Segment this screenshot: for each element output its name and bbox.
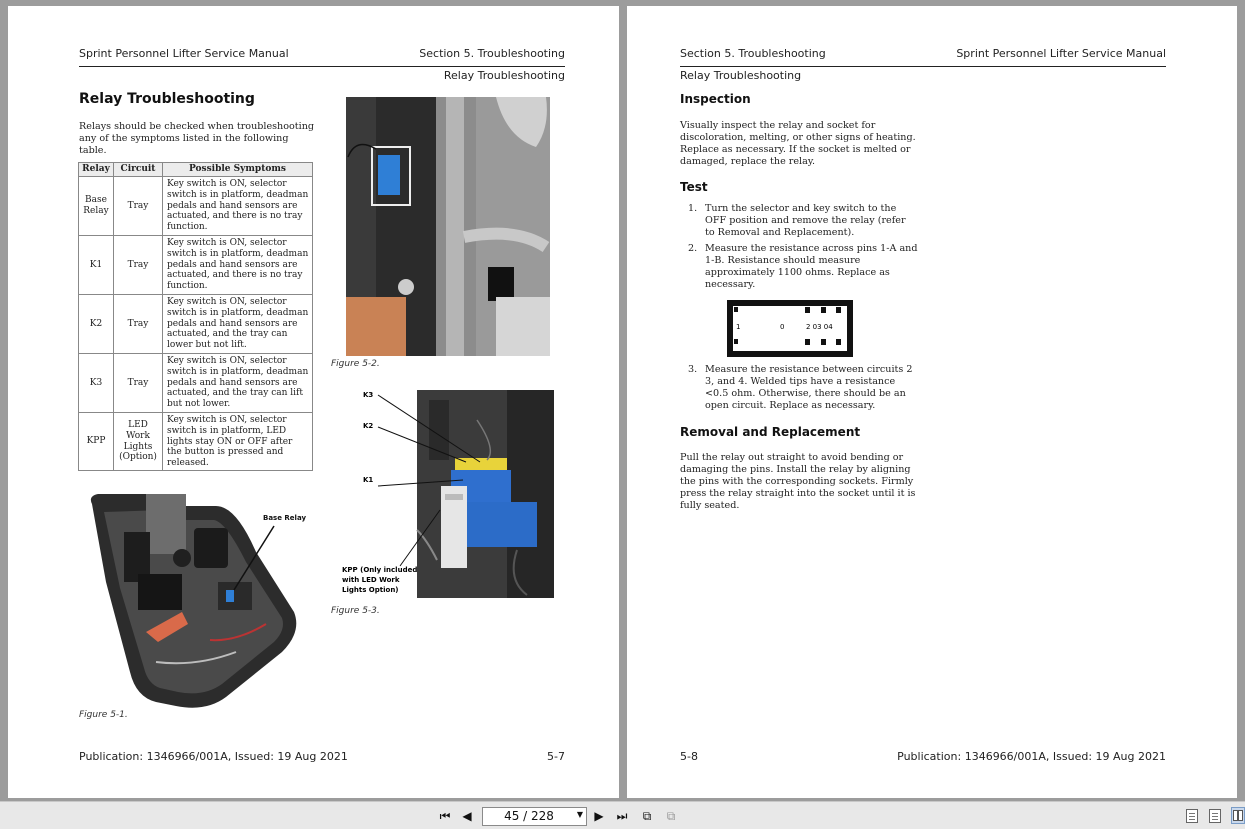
- col-header-circuit: Circuit: [114, 163, 163, 177]
- first-page-icon: ⏮: [439, 808, 451, 823]
- page-right: [627, 6, 1237, 798]
- symptoms-cell: Key switch is ON, selector switch is in platform, LED lights stay ON or OFF after the button is pressed and released.: [163, 413, 313, 471]
- go-back-button[interactable]: [639, 808, 655, 824]
- circuit-cell: LED Work Lights (Option): [114, 413, 163, 471]
- continuous-view-icon[interactable]: [1209, 809, 1221, 823]
- intro-text: Relays should be checked when troubleshooting any of the symptoms listed in the following table.: [79, 121, 315, 156]
- page-indicator: 45 / 228: [504, 809, 554, 823]
- step-number: 1.: [688, 203, 698, 214]
- step-text: Measure the resistance across pins 1-A and 1-B. Resistance should measure approximately 1100 ohms. Replace as necessary.: [705, 243, 918, 290]
- header-rule: [680, 66, 1166, 67]
- previous-page-icon: ◀: [462, 809, 472, 823]
- test-steps-list-continued: [680, 364, 918, 412]
- last-page-button[interactable]: [614, 808, 630, 824]
- next-page-button[interactable]: [591, 808, 607, 824]
- go-forward-button[interactable]: [663, 808, 679, 824]
- header-left: Sprint Personnel Lifter Service Manual: [79, 47, 289, 60]
- relay-cell: Base Relay: [79, 177, 114, 236]
- circuit-cell: Tray: [114, 236, 163, 295]
- header-sub: Relay Troubleshooting: [680, 69, 802, 82]
- k1-label: K1: [363, 476, 374, 484]
- go-back-icon: ⧉: [642, 808, 652, 823]
- symptoms-cell: Key switch is ON, selector switch is in platform, deadman pedals and hand sensors are actuated, and there is no tray function.: [163, 177, 313, 236]
- list-item: [680, 243, 918, 291]
- list-item: [680, 364, 918, 412]
- page-left: [8, 6, 619, 798]
- inspection-text: Visually inspect the relay and socket for discoloration, melting, or other signs of heating. Replace as necessary. If the socket is melted or damaged, replace the relay.: [680, 120, 916, 167]
- pin-0-label: 0: [780, 323, 785, 331]
- symptoms-cell: Key switch is ON, selector switch is in platform, deadman pedals and hand sensors are actuated, and there is no tray function.: [163, 236, 313, 295]
- removal-title: Removal and Replacement: [680, 425, 861, 439]
- k3-label: K3: [363, 391, 374, 399]
- header-right: Sprint Personnel Lifter Service Manual: [956, 47, 1166, 60]
- figure-5-2-caption: Figure 5-2.: [331, 359, 380, 369]
- chevron-down-icon: ▼: [576, 810, 583, 819]
- removal-text: Pull the relay out straight to avoid bending or damaging the pins. Install the relay by aligning the pins with the corresponding sockets. Firmly press the relay straight into the socket until it is fully seated.: [680, 452, 916, 511]
- footer-publication: Publication: 1346966/001A, Issued: 19 Aug 2021: [79, 750, 348, 763]
- last-page-icon: ⏭: [616, 808, 628, 823]
- header-rule: [79, 66, 565, 67]
- table-row: [79, 177, 313, 236]
- page-number-select[interactable]: [482, 807, 587, 826]
- previous-page-button[interactable]: [459, 808, 475, 824]
- col-header-symptoms: Possible Symptoms: [163, 163, 313, 177]
- test-title: Test: [680, 180, 708, 194]
- circuit-cell: Tray: [114, 295, 163, 354]
- figure-5-2-image: [346, 97, 550, 356]
- relay-cell: K3: [79, 354, 114, 413]
- go-forward-icon: ⧉: [666, 808, 676, 823]
- table-header-row: [79, 163, 313, 177]
- symptoms-cell: Key switch is ON, selector switch is in platform, deadman pedals and hand sensors are actuated, and the tray can lower but not lift.: [163, 295, 313, 354]
- test-steps-list: [680, 203, 918, 291]
- header-right: Section 5. Troubleshooting: [419, 47, 565, 60]
- step-text: Turn the selector and key switch to the OFF position and remove the relay (refer to Removal and Replacement).: [705, 203, 906, 238]
- figure-5-1-image: [86, 492, 307, 710]
- first-page-button[interactable]: [437, 808, 453, 824]
- next-page-icon: ▶: [594, 809, 604, 823]
- single-page-view-icon[interactable]: [1186, 809, 1198, 823]
- kpp-leader-line: [396, 506, 446, 571]
- k2-label: K2: [363, 422, 374, 430]
- header-left: Section 5. Troubleshooting: [680, 47, 826, 60]
- pin-1-label: 1: [736, 323, 741, 331]
- symptoms-cell: Key switch is ON, selector switch is in platform, deadman pedals and hand sensors are actuated, and the tray can lift but not lower.: [163, 354, 313, 413]
- relay-cell: K2: [79, 295, 114, 354]
- list-item: [680, 203, 918, 239]
- facing-pages-view-button[interactable]: [1231, 807, 1245, 824]
- section-title: Relay Troubleshooting: [79, 91, 255, 107]
- figure-5-3-caption: Figure 5-3.: [331, 606, 380, 616]
- viewer-toolbar: [0, 801, 1245, 829]
- header-sub: Relay Troubleshooting: [443, 69, 565, 82]
- kpp-label: KPP (Only included with LED Work Lights Option): [342, 566, 418, 594]
- relay-cell: K1: [79, 236, 114, 295]
- circuit-cell: Tray: [114, 354, 163, 413]
- pins-label: 2 03 04: [806, 323, 833, 331]
- table-row: [79, 354, 313, 413]
- relay-pin-diagram: [727, 300, 853, 357]
- figure-5-3-leader-lines: [368, 390, 488, 520]
- footer-page-number: 5-7: [547, 750, 565, 763]
- step-text: Measure the resistance between circuits 2 3, and 4. Welded tips have a resistance <0.5 ohm. Otherwise, there should be an open circuit. Replace as necessary.: [705, 364, 913, 411]
- relay-table: [78, 162, 313, 471]
- inspection-title: Inspection: [680, 92, 751, 106]
- table-row: [79, 295, 313, 354]
- footer-page-number: 5-8: [680, 750, 698, 763]
- table-row: [79, 236, 313, 295]
- col-header-relay: Relay: [79, 163, 114, 177]
- footer-publication: Publication: 1346966/001A, Issued: 19 Aug 2021: [897, 750, 1166, 763]
- relay-cell: KPP: [79, 413, 114, 471]
- base-relay-label: Base Relay: [263, 514, 307, 522]
- figure-5-1-caption: Figure 5-1.: [79, 710, 128, 720]
- circuit-cell: Tray: [114, 177, 163, 236]
- table-row: [79, 413, 313, 471]
- step-number: 2.: [688, 243, 698, 254]
- step-number: 3.: [688, 364, 698, 375]
